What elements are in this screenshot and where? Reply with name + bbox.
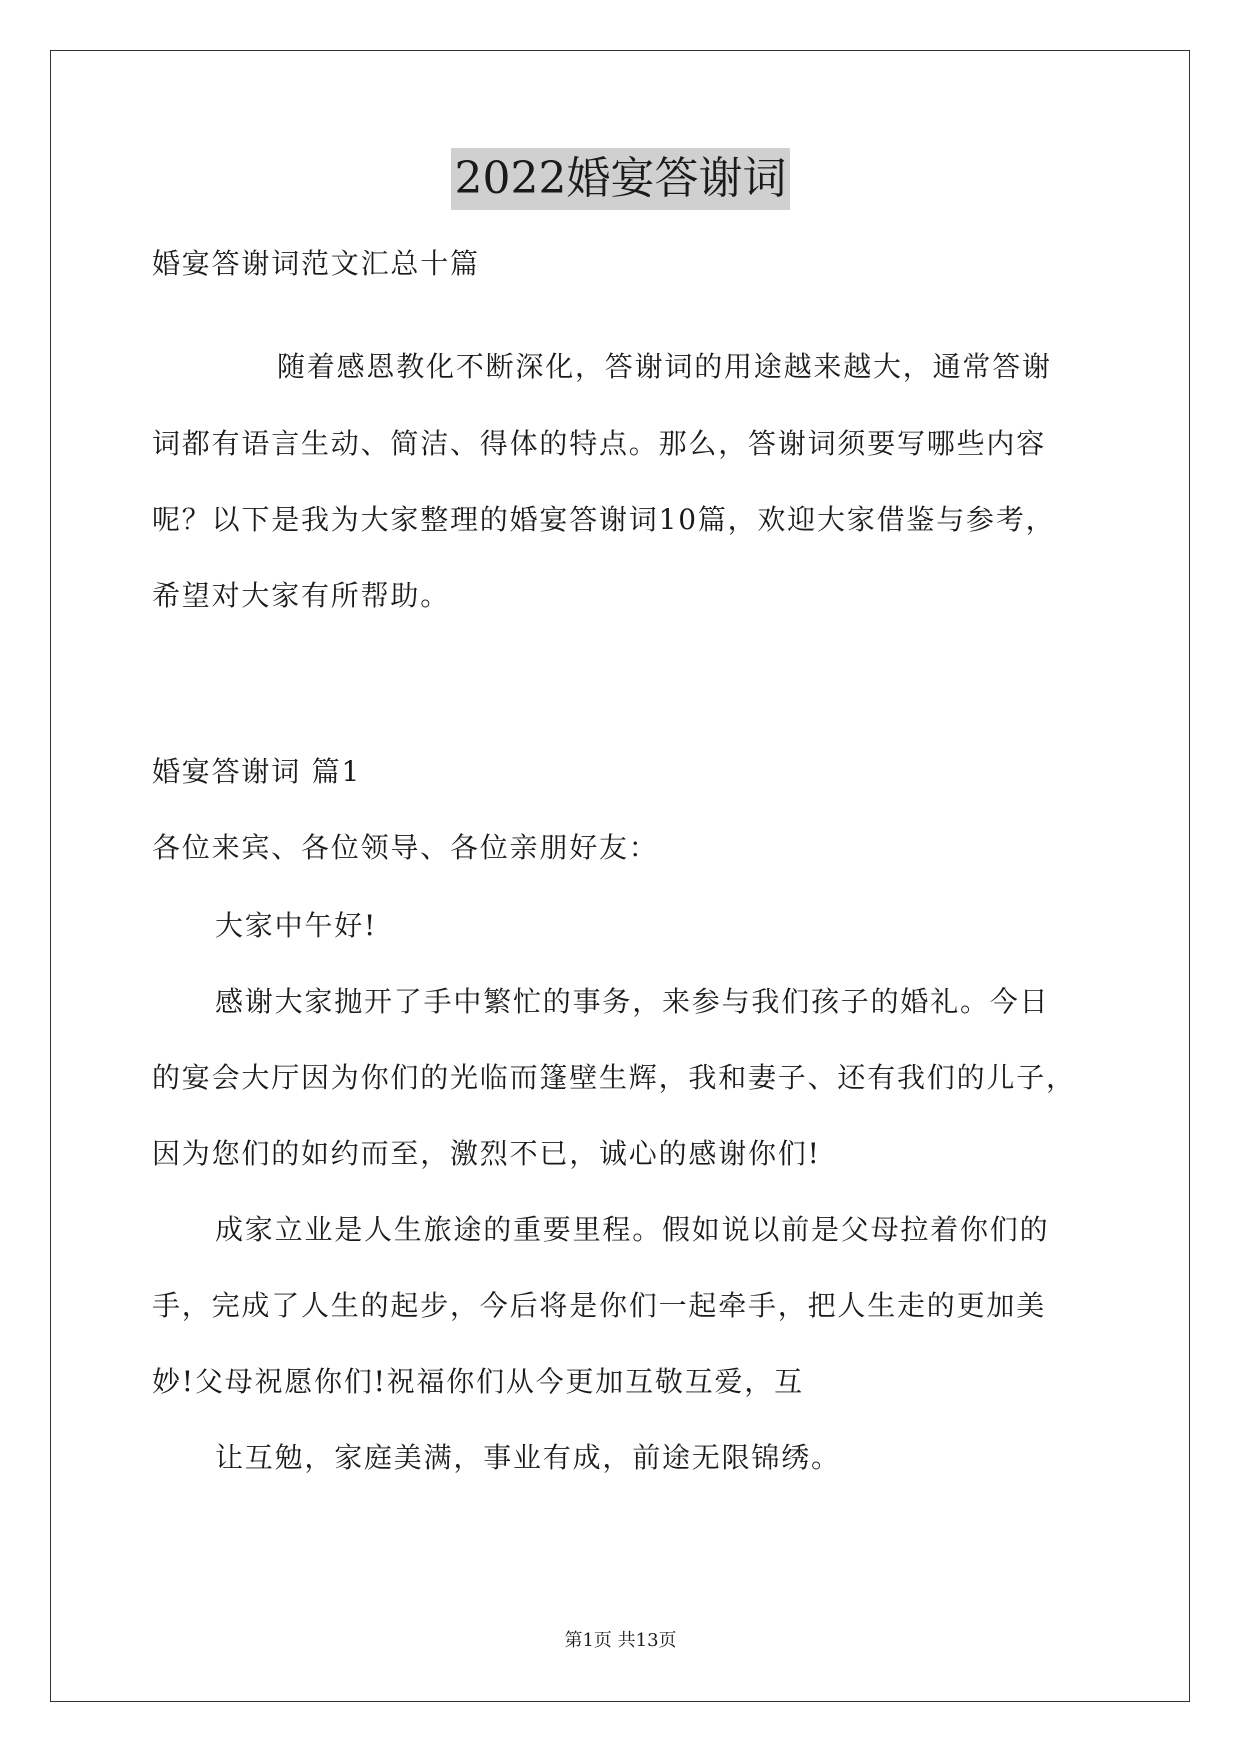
para1-line-1: 感谢大家抛开了手中繁忙的事务，来参与我们孩子的婚礼。今日 [215,985,1050,1018]
para2-line-1: 成家立业是人生旅途的重要里程。假如说以前是父母拉着你们的 [215,1213,1050,1246]
intro-line-1: 随着感恩教化不断深化，答谢词的用途越来越大，通常答谢 [277,350,1052,383]
title-container [0,148,1241,210]
intro-line-3: 呢？以下是我为大家整理的婚宴答谢词10篇，欢迎大家借鉴与参考， [152,503,1056,536]
para1-line-2: 的宴会大厅因为你们的光临而篷壁生辉，我和妻子、还有我们的儿子， [152,1061,1076,1094]
para2-line-3: 妙!父母祝愿你们!祝福你们从今更加互敬互爱，互 [152,1365,804,1398]
document-title: 2022婚宴答谢词 [451,148,791,210]
document-subtitle: 婚宴答谢词范文汇总十篇 [152,247,480,280]
intro-line-4: 希望对大家有所帮助。 [152,579,451,612]
salutation: 各位来宾、各位领导、各位亲朋好友： [152,831,659,864]
greeting: 大家中午好! [215,909,378,942]
intro-line-2: 词都有语言生动、简洁、得体的特点。那么，答谢词须要写哪些内容 [152,427,1047,460]
para2-line-2: 手，完成了人生的起步，今后将是你们一起牵手，把人生走的更加美 [152,1289,1047,1322]
para1-line-3: 因为您们的如约而至，激烈不已，诚心的感谢你们! [152,1137,821,1170]
para3-line-1: 让互勉，家庭美满，事业有成，前途无限锦绣。 [215,1441,841,1474]
page-number: 第1页 共13页 [564,1630,677,1651]
section-heading: 婚宴答谢词 篇1 [152,755,362,788]
